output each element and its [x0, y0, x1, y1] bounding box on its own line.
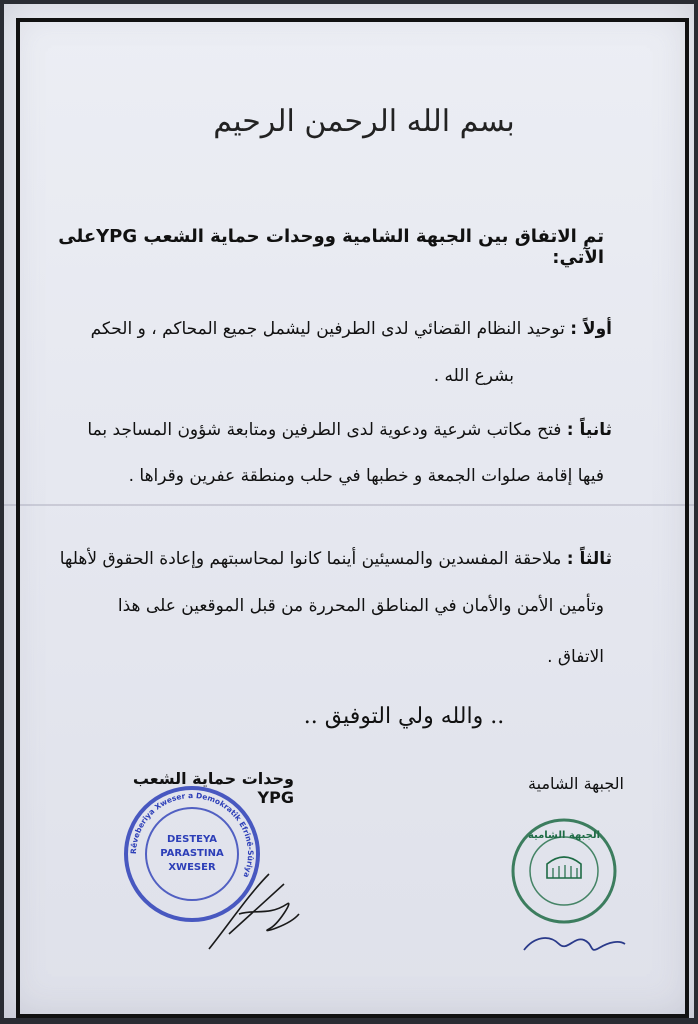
closing-phrase: .. والله ولي التوفيق .. [303, 704, 505, 729]
basmala: بسم الله الرحمن الرحيم [213, 104, 515, 139]
clause-1-line2: بشرع الله . [433, 366, 514, 386]
shamiya-stamp-text: الجبهة الشامية [527, 830, 601, 841]
ypg-signature [199, 854, 309, 964]
clause-1-line1: توحيد النظام القضائي لدى الطرفين ليشمل جميع المحاكم ، و الحكم [90, 319, 565, 339]
clause-2-line2: فيها إقامة صلوات الجمعة و خطبها في حلب ومنطقة عفرين وقراها . [128, 466, 604, 486]
shamiya-stamp [509, 816, 619, 926]
clause-3 [32, 546, 612, 572]
clause-2-line1: فتح مكاتب شرعية ودعوية لدى الطرفين ومتابعة شؤون المساجد بما [87, 420, 562, 440]
clause-3-label: ثالثاً : [566, 549, 612, 569]
clause-1-label: أولاً : [570, 319, 612, 339]
ypg-stamp-line2: PARASTINA [160, 848, 224, 859]
shamiya-signature [519, 922, 629, 962]
ypg-stamp-line1: DESTEYA [166, 834, 218, 845]
clause-2 [52, 417, 612, 443]
clause-3-line3: الاتفاق . [547, 647, 604, 667]
signatory-shamiya: الجبهة الشامية [528, 774, 624, 793]
clause-2-label: ثانياً : [566, 420, 612, 440]
agreement-heading: تم الاتفاق بين الجبهة الشامية ووحدات حماية الشعب YPGعلى الآتي: [58, 226, 604, 268]
clause-1 [52, 316, 612, 342]
document-page [4, 4, 694, 1018]
signatory-ypg: وحدات حماية الشعب YPG [132, 769, 294, 807]
ypg-stamp-ring-text: Rêveberiya Xweser a Demokratîk Efrînê-Sûriya [128, 790, 256, 879]
ypg-stamp-line3: XWESER [168, 862, 216, 873]
clause-3-line1: ملاحقة المفسدين والمسيئين أينما كانوا لمحاسبتهم وإعادة الحقوق لأهلها [59, 549, 562, 569]
clause-3-line2: وتأمين الأمن والأمان في المناطق المحررة من قبل الموقعين على هذا [117, 596, 604, 616]
